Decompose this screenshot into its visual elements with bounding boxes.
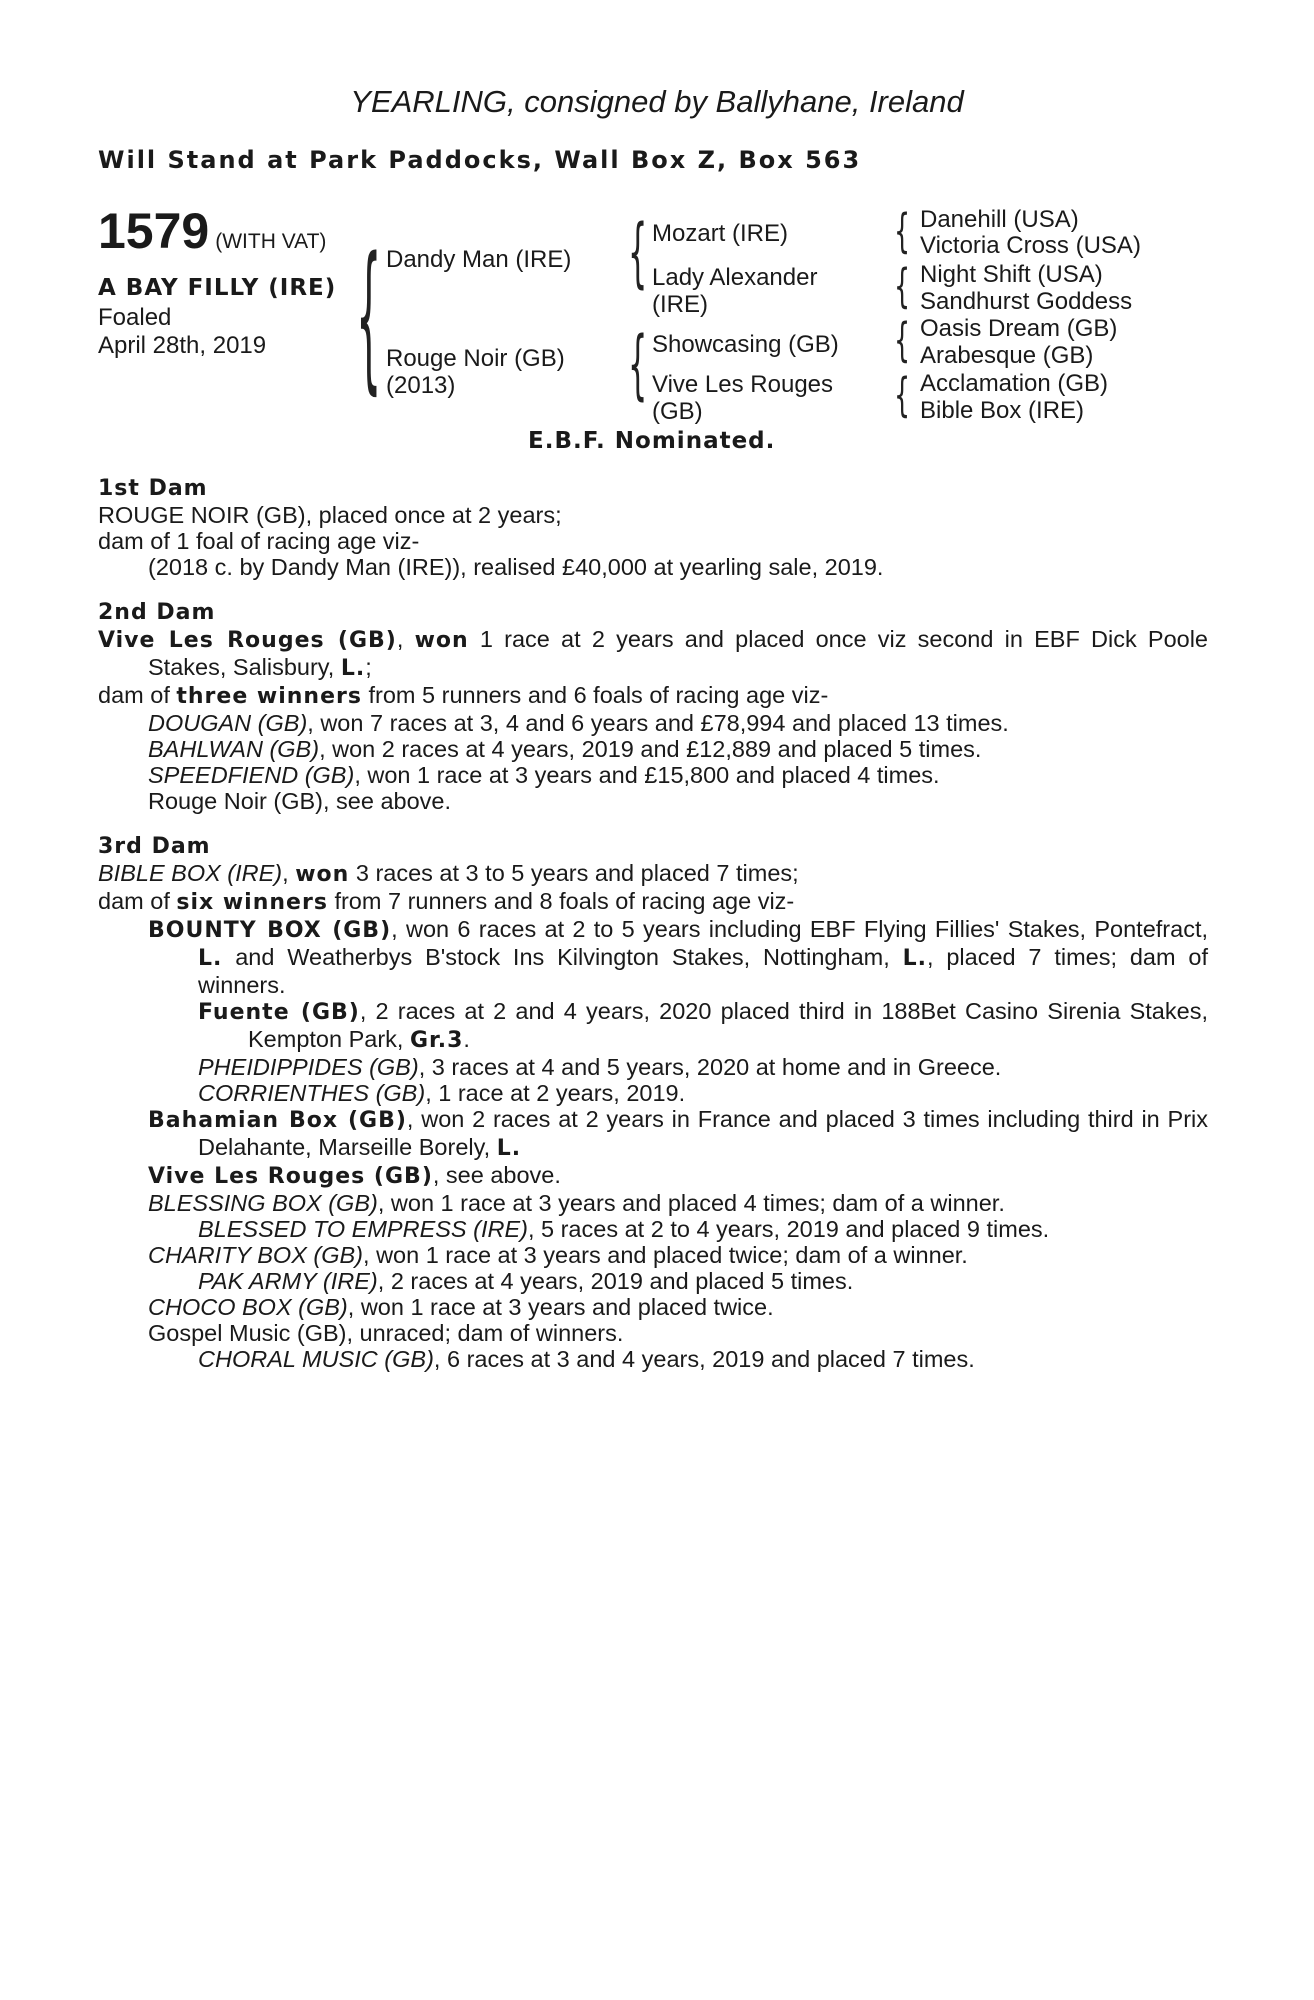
third-dam-record [98,860,1208,888]
separator: ; [365,654,372,680]
pedigree-gg2: Victoria Cross (USA) [920,232,1141,259]
horse-record: , won 1 race at 3 years and placed 4 times; dam of a winner. [377,1190,1005,1216]
pedigree-dam-dam: Vive Les Rouges [652,371,834,398]
second-dam-name: Vive Les Rouges (GB) [98,628,397,653]
horse-name: BOUNTY BOX (GB) [148,918,392,943]
second-dam-section [98,600,1208,814]
produce-item [98,736,1208,762]
listed-label: L. [198,946,223,971]
horse-record: and Weatherbys B'stock Ins Kilvington Stakes, Nottingham, [222,944,903,970]
pedigree-sire-sire: Mozart (IRE) [652,220,789,247]
pedigree-dam-dam-country: (GB) [652,398,703,425]
horse-record: , placed 7 times; dam of winners. [198,944,1209,998]
group-label: Gr.3 [409,1028,464,1053]
third-dam-section [98,834,1208,1372]
produce-item: Gospel Music (GB), unraced; dam of winners. [148,1320,624,1346]
race-record-text: 3 races at 3 to 5 years and placed 7 times; [349,860,799,886]
listed-label: L. [340,656,366,681]
horse-record: , won 1 race at 3 years and placed twice; dam of a winner. [363,1242,968,1268]
pedigree-sire-dam-country: (IRE) [652,291,708,318]
produce-item [98,1216,1208,1242]
pedigree-dam-sire: Showcasing (GB) [652,331,839,358]
pedigree-gg5: Oasis Dream (GB) [920,315,1118,342]
produce-item [98,1190,1208,1216]
horse-name: CORRIENTHES (GB) [198,1080,426,1106]
pedigree-brace-g2: { [894,259,911,313]
separator: . [463,1026,470,1052]
listed-label: L. [902,946,927,971]
horse-name: CHORAL MUSIC (GB) [198,1346,434,1372]
horse-name: Vive Les Rouges (GB) [148,1164,433,1189]
pedigree-notes [98,476,1208,1392]
horse-record: , 5 races at 2 to 4 years, 2019 and placed 9 times. [527,1216,1050,1242]
horse-name: Fuente (GB) [198,1000,360,1025]
horse-record: , won 1 race at 3 years and placed twice. [347,1294,774,1320]
horse-name: DOUGAN (GB) [148,710,308,736]
foaled-label: Foaled [98,304,172,331]
pedigree-brace-sire: { [628,207,648,296]
second-dam-record [98,626,1208,682]
horse-name: BLESSED TO EMPRESS (IRE) [198,1216,528,1242]
horse-name: SPEEDFIEND (GB) [148,762,355,788]
horse-record: , won 2 races at 2 years in France and placed 3 times including third in Prix Delahante, Marseille Borely, [198,1106,1208,1160]
pedigree-brace-g4: { [894,368,911,422]
won-label: won [295,862,350,887]
pedigree-gg4: Sandhurst Goddess [920,288,1133,315]
produce-item [98,1054,1208,1080]
pedigree-sire: Dandy Man (IRE) [386,246,572,273]
pedigree-brace-g3: { [894,313,911,367]
consignment-title: YEARLING, consigned by Ballyhane, Ireland [350,84,964,119]
runners-text: from 7 runners and 8 foals of racing age viz- [327,888,795,914]
horse-name: CHOCO BOX (GB) [148,1294,348,1320]
horse-name: Bahamian Box (GB) [148,1108,407,1133]
first-dam-heading: 1st Dam [98,476,208,501]
horse-name: PAK ARMY (IRE) [198,1268,378,1294]
horse-name: PHEIDIPPIDES (GB) [198,1054,419,1080]
first-dam-line: ROUGE NOIR (GB), placed once at 2 years; [98,502,562,528]
first-dam-section [98,476,1208,580]
produce-item [98,916,1208,998]
dam-of-text: dam of [98,682,177,708]
dam-of-text: dam of [98,888,177,914]
produce-item [98,1242,1208,1268]
produce-item: Rouge Noir (GB), see above. [148,788,452,814]
horse-record: , won 7 races at 3, 4 and 6 years and £78,994 and placed 13 times. [307,710,1009,736]
vat-label: (WITH VAT) [215,230,327,253]
pedigree-dam: Rouge Noir (GB) [386,345,565,372]
foaled-date: April 28th, 2019 [98,332,267,359]
winners-count: six winners [176,890,328,915]
horse-record: , won 1 race at 3 years and £15,800 and placed 4 times. [354,762,940,788]
produce-item [98,1346,1208,1372]
horse-name: CHARITY BOX (GB) [148,1242,364,1268]
third-dam-heading: 3rd Dam [98,834,211,859]
horse-record: , 2 races at 2 and 4 years, 2020 placed third in 188Bet Casino Sirenia Stakes, Kempton Park, [248,998,1208,1052]
stabling-location: Will Stand at Park Paddocks, Wall Box Z, Box 563 [98,146,862,174]
winners-count: three winners [176,684,362,709]
produce-item [98,710,1208,736]
won-label: won [414,628,469,653]
third-dam-produce-summary [98,888,1208,916]
pedigree-brace-main: { [356,222,382,409]
pedigree-gg7: Acclamation (GB) [920,370,1109,397]
pedigree-gg8: Bible Box (IRE) [920,397,1085,424]
pedigree-brace-dam: { [628,319,648,408]
race-record-text: 1 race at 2 years and placed once viz second in EBF Dick Poole Stakes, Salisbury, [148,626,1209,680]
runners-text: from 5 runners and 6 foals of racing age viz- [361,682,829,708]
horse-record: , 6 races at 3 and 4 years, 2019 and placed 7 times. [433,1346,975,1372]
second-dam-produce-summary [98,682,1208,710]
horse-name: BAHLWAN (GB) [148,736,320,762]
lot-number-block [98,203,327,259]
first-dam-produce-summary: dam of 1 foal of racing age viz- [98,528,420,554]
listed-label: L. [496,1136,522,1161]
produce-item [98,1268,1208,1294]
horse-record: , won 2 races at 4 years, 2019 and £12,889 and placed 5 times. [319,736,982,762]
produce-item [98,762,1208,788]
horse-name: BLESSING BOX (GB) [148,1190,378,1216]
horse-record: , 2 races at 4 years, 2019 and placed 5 times. [377,1268,854,1294]
produce-item [98,1080,1208,1106]
pedigree-gg1: Danehill (USA) [920,206,1079,233]
horse-record: , 3 races at 4 and 5 years, 2020 at home and in Greece. [418,1054,1002,1080]
separator: , [282,860,296,886]
produce-item [98,1106,1208,1162]
produce-item [98,1162,1208,1190]
separator: , [396,626,415,652]
pedigree-brace-g1: { [894,204,911,258]
lot-description: A BAY FILLY (IRE) [98,275,337,301]
pedigree-sire-dam: Lady Alexander [652,264,818,291]
horse-record: , see above. [432,1162,561,1188]
third-dam-name: BIBLE BOX (IRE) [98,860,283,886]
pedigree-gg6: Arabesque (GB) [920,342,1094,369]
horse-record: , 1 race at 2 years, 2019. [425,1080,686,1106]
ebf-nominated: E.B.F. Nominated. [528,428,776,454]
pedigree-gg3: Night Shift (USA) [920,261,1103,288]
pedigree-dam-year: (2013) [386,372,456,399]
produce-item [98,1294,1208,1320]
horse-record: , won 6 races at 2 to 5 years including EBF Flying Fillies' Stakes, Pontefract, [391,916,1209,942]
produce-item [98,998,1208,1054]
second-dam-heading: 2nd Dam [98,600,216,625]
first-dam-produce-item: (2018 c. by Dandy Man (IRE)), realised £40,000 at yearling sale, 2019. [148,554,884,580]
lot-number: 1579 [98,203,210,259]
